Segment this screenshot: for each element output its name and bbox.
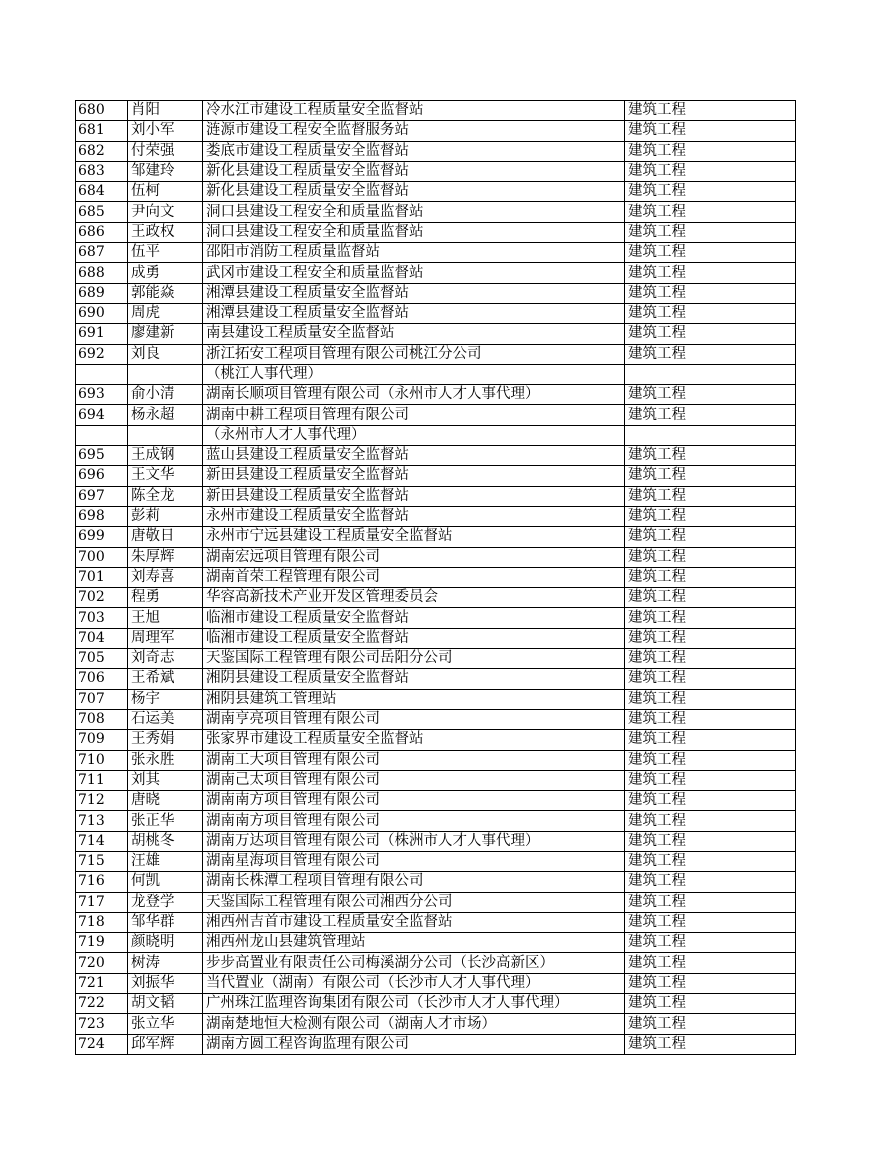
specialty-cell: 建筑工程 xyxy=(625,649,796,669)
table-row xyxy=(76,101,796,121)
work-unit-cell: 湖南万达项目管理有限公司（株洲市人才人事代理） xyxy=(203,831,625,851)
work-unit-cell: 湖南楚地恒大检测有限公司（湖南人才市场） xyxy=(203,1014,625,1034)
person-name-cell: 王成钢 xyxy=(128,446,203,466)
person-name-cell: 汪雄 xyxy=(128,851,203,871)
table-row xyxy=(76,750,796,770)
person-name-cell: 颜晓明 xyxy=(128,933,203,953)
work-unit-cell: 湖南宏远项目管理有限公司 xyxy=(203,547,625,567)
person-name-cell: 肖阳 xyxy=(128,101,203,121)
row-number-cell: 712 xyxy=(76,791,128,811)
specialty-cell: 建筑工程 xyxy=(625,669,796,689)
work-unit-cell: 当代置业（湖南）有限公司（长沙市人才人事代理） xyxy=(203,973,625,993)
person-name-cell: 何凯 xyxy=(128,872,203,892)
specialty-cell xyxy=(625,425,796,445)
row-number-cell: 692 xyxy=(76,344,128,364)
work-unit-cell: 洞口县建设工程安全和质量监督站 xyxy=(203,222,625,242)
work-unit-cell: （永州市人才人事代理） xyxy=(203,425,625,445)
table-row xyxy=(76,872,796,892)
row-number-cell: 705 xyxy=(76,649,128,669)
specialty-cell: 建筑工程 xyxy=(625,689,796,709)
row-number-cell: 723 xyxy=(76,1014,128,1034)
row-number-cell: 707 xyxy=(76,689,128,709)
table-row xyxy=(76,791,796,811)
person-name-cell: 王旭 xyxy=(128,608,203,628)
row-number-cell: 682 xyxy=(76,141,128,161)
specialty-cell: 建筑工程 xyxy=(625,851,796,871)
person-name-cell: 刘奇志 xyxy=(128,649,203,669)
person-name-cell: 郭能焱 xyxy=(128,283,203,303)
specialty-cell: 建筑工程 xyxy=(625,994,796,1014)
work-unit-cell: 湖南南方项目管理有限公司 xyxy=(203,811,625,831)
specialty-cell: 建筑工程 xyxy=(625,161,796,181)
table-row xyxy=(76,303,796,323)
table-row xyxy=(76,121,796,141)
table-row xyxy=(76,364,796,384)
row-number-cell: 693 xyxy=(76,385,128,405)
work-unit-cell: 湖南首荣工程管理有限公司 xyxy=(203,567,625,587)
table-row xyxy=(76,263,796,283)
row-number-cell: 714 xyxy=(76,831,128,851)
person-name-cell: 廖建新 xyxy=(128,324,203,344)
specialty-cell: 建筑工程 xyxy=(625,486,796,506)
row-number-cell: 700 xyxy=(76,547,128,567)
person-name-cell: 树涛 xyxy=(128,953,203,973)
row-number-cell: 696 xyxy=(76,466,128,486)
person-name-cell: 龙登学 xyxy=(128,892,203,912)
row-number-cell: 699 xyxy=(76,527,128,547)
person-name-cell: 刘小军 xyxy=(128,121,203,141)
table-row xyxy=(76,527,796,547)
row-number-cell: 689 xyxy=(76,283,128,303)
row-number-cell: 684 xyxy=(76,182,128,202)
work-unit-cell: 临湘市建设工程质量安全监督站 xyxy=(203,608,625,628)
specialty-cell: 建筑工程 xyxy=(625,1014,796,1034)
person-name-cell: 刘寿喜 xyxy=(128,567,203,587)
work-unit-cell: 张家界市建设工程质量安全监督站 xyxy=(203,730,625,750)
table-row xyxy=(76,628,796,648)
work-unit-cell: 新化县建设工程质量安全监督站 xyxy=(203,161,625,181)
specialty-cell: 建筑工程 xyxy=(625,892,796,912)
specialty-cell: 建筑工程 xyxy=(625,791,796,811)
specialty-cell: 建筑工程 xyxy=(625,303,796,323)
person-name-cell: 王文华 xyxy=(128,466,203,486)
row-number-cell: 697 xyxy=(76,486,128,506)
person-name-cell: 石运美 xyxy=(128,709,203,729)
person-name-cell: 刘其 xyxy=(128,770,203,790)
work-unit-cell: 湘阴县建筑工管理站 xyxy=(203,689,625,709)
row-number-cell: 713 xyxy=(76,811,128,831)
row-number-cell: 708 xyxy=(76,709,128,729)
specialty-cell: 建筑工程 xyxy=(625,101,796,121)
specialty-cell: 建筑工程 xyxy=(625,608,796,628)
table-row xyxy=(76,243,796,263)
table-row xyxy=(76,770,796,790)
row-number-cell: 695 xyxy=(76,446,128,466)
work-unit-cell: 新田县建设工程质量安全监督站 xyxy=(203,466,625,486)
table-row xyxy=(76,1034,796,1054)
table-row xyxy=(76,730,796,750)
person-name-cell: 刘振华 xyxy=(128,973,203,993)
specialty-cell: 建筑工程 xyxy=(625,933,796,953)
work-unit-cell: 武冈市建设工程安全和质量监督站 xyxy=(203,263,625,283)
specialty-cell: 建筑工程 xyxy=(625,283,796,303)
person-name-cell: 胡桃冬 xyxy=(128,831,203,851)
person-name-cell: 唐晓 xyxy=(128,791,203,811)
specialty-cell: 建筑工程 xyxy=(625,243,796,263)
specialty-cell: 建筑工程 xyxy=(625,466,796,486)
work-unit-cell: 湖南方圆工程咨询监理有限公司 xyxy=(203,1034,625,1054)
row-number-cell xyxy=(76,364,128,384)
person-name-cell: 周理军 xyxy=(128,628,203,648)
work-unit-cell: 洞口县建设工程安全和质量监督站 xyxy=(203,202,625,222)
table-row xyxy=(76,588,796,608)
specialty-cell: 建筑工程 xyxy=(625,222,796,242)
table-row xyxy=(76,689,796,709)
specialty-cell: 建筑工程 xyxy=(625,405,796,425)
row-number-cell: 719 xyxy=(76,933,128,953)
row-number-cell: 706 xyxy=(76,669,128,689)
row-number-cell: 680 xyxy=(76,101,128,121)
row-number-cell: 720 xyxy=(76,953,128,973)
work-unit-cell: 湘阴县建设工程质量安全监督站 xyxy=(203,669,625,689)
row-number-cell: 681 xyxy=(76,121,128,141)
work-unit-cell: 湖南工大项目管理有限公司 xyxy=(203,750,625,770)
row-number-cell: 686 xyxy=(76,222,128,242)
work-unit-cell: 湖南长顺项目管理有限公司（永州市人才人事代理） xyxy=(203,385,625,405)
work-unit-cell: 湘西州吉首市建设工程质量安全监督站 xyxy=(203,912,625,932)
person-name-cell: 胡文韬 xyxy=(128,994,203,1014)
person-name-cell: 陈全龙 xyxy=(128,486,203,506)
specialty-cell: 建筑工程 xyxy=(625,730,796,750)
table-row xyxy=(76,283,796,303)
person-name-cell: 张立华 xyxy=(128,1014,203,1034)
work-unit-cell: （桃江人事代理） xyxy=(203,364,625,384)
row-number-cell: 687 xyxy=(76,243,128,263)
specialty-cell: 建筑工程 xyxy=(625,973,796,993)
person-name-cell: 刘良 xyxy=(128,344,203,364)
row-number-cell: 716 xyxy=(76,872,128,892)
person-name-cell: 伍柯 xyxy=(128,182,203,202)
row-number-cell: 688 xyxy=(76,263,128,283)
work-unit-cell: 新田县建设工程质量安全监督站 xyxy=(203,486,625,506)
table-row xyxy=(76,547,796,567)
person-name-cell: 张正华 xyxy=(128,811,203,831)
work-unit-cell: 冷水江市建设工程质量安全监督站 xyxy=(203,101,625,121)
work-unit-cell: 华容高新技术产业开发区管理委员会 xyxy=(203,588,625,608)
specialty-cell: 建筑工程 xyxy=(625,446,796,466)
table-row xyxy=(76,486,796,506)
work-unit-cell: 湖南亨亮项目管理有限公司 xyxy=(203,709,625,729)
row-number-cell: 711 xyxy=(76,770,128,790)
table-row xyxy=(76,892,796,912)
table-row xyxy=(76,222,796,242)
person-name-cell: 邱军辉 xyxy=(128,1034,203,1054)
specialty-cell: 建筑工程 xyxy=(625,527,796,547)
row-number-cell: 717 xyxy=(76,892,128,912)
row-number-cell: 724 xyxy=(76,1034,128,1054)
work-unit-cell: 临湘市建设工程质量安全监督站 xyxy=(203,628,625,648)
specialty-cell: 建筑工程 xyxy=(625,709,796,729)
table-row xyxy=(76,405,796,425)
specialty-cell: 建筑工程 xyxy=(625,872,796,892)
row-number-cell: 718 xyxy=(76,912,128,932)
specialty-cell: 建筑工程 xyxy=(625,182,796,202)
work-unit-cell: 湘潭县建设工程质量安全监督站 xyxy=(203,303,625,323)
person-name-cell: 王政权 xyxy=(128,222,203,242)
work-unit-cell: 湖南己太项目管理有限公司 xyxy=(203,770,625,790)
specialty-cell: 建筑工程 xyxy=(625,506,796,526)
row-number-cell: 685 xyxy=(76,202,128,222)
work-unit-cell: 永州市宁远县建设工程质量安全监督站 xyxy=(203,527,625,547)
work-unit-cell: 蓝山县建设工程质量安全监督站 xyxy=(203,446,625,466)
table-row xyxy=(76,324,796,344)
person-name-cell: 张永胜 xyxy=(128,750,203,770)
work-unit-cell: 湘潭县建设工程质量安全监督站 xyxy=(203,283,625,303)
table-row xyxy=(76,851,796,871)
person-name-cell: 伍平 xyxy=(128,243,203,263)
row-number-cell: 694 xyxy=(76,405,128,425)
specialty-cell: 建筑工程 xyxy=(625,1034,796,1054)
person-name-cell: 王秀娟 xyxy=(128,730,203,750)
table-row xyxy=(76,649,796,669)
person-name-cell: 周虎 xyxy=(128,303,203,323)
work-unit-cell: 天鉴国际工程管理有限公司岳阳分公司 xyxy=(203,649,625,669)
specialty-cell: 建筑工程 xyxy=(625,750,796,770)
row-number-cell: 709 xyxy=(76,730,128,750)
person-name-cell: 程勇 xyxy=(128,588,203,608)
specialty-cell: 建筑工程 xyxy=(625,202,796,222)
work-unit-cell: 湘西州龙山县建筑管理站 xyxy=(203,933,625,953)
person-name-cell: 成勇 xyxy=(128,263,203,283)
work-unit-cell: 湖南中耕工程项目管理有限公司 xyxy=(203,405,625,425)
table-row xyxy=(76,506,796,526)
specialty-cell xyxy=(625,364,796,384)
row-number-cell: 702 xyxy=(76,588,128,608)
person-name-cell: 朱厚辉 xyxy=(128,547,203,567)
row-number-cell: 690 xyxy=(76,303,128,323)
row-number-cell: 703 xyxy=(76,608,128,628)
table-row xyxy=(76,344,796,364)
work-unit-cell: 新化县建设工程质量安全监督站 xyxy=(203,182,625,202)
table-row xyxy=(76,973,796,993)
table-row xyxy=(76,608,796,628)
specialty-cell: 建筑工程 xyxy=(625,385,796,405)
specialty-cell: 建筑工程 xyxy=(625,628,796,648)
table-row xyxy=(76,161,796,181)
row-number-cell: 698 xyxy=(76,506,128,526)
person-name-cell: 邹华群 xyxy=(128,912,203,932)
work-unit-cell: 娄底市建设工程质量安全监督站 xyxy=(203,141,625,161)
person-name-cell: 杨宇 xyxy=(128,689,203,709)
work-unit-cell: 广州珠江监理咨询集团有限公司（长沙市人才人事代理） xyxy=(203,994,625,1014)
table-row xyxy=(76,385,796,405)
row-number-cell: 701 xyxy=(76,567,128,587)
table-row xyxy=(76,953,796,973)
specialty-cell: 建筑工程 xyxy=(625,588,796,608)
person-name-cell xyxy=(128,364,203,384)
person-name-cell: 彭莉 xyxy=(128,506,203,526)
person-name-cell: 邹建玲 xyxy=(128,161,203,181)
table-row xyxy=(76,141,796,161)
table-row xyxy=(76,933,796,953)
table-row xyxy=(76,466,796,486)
specialty-cell: 建筑工程 xyxy=(625,324,796,344)
work-unit-cell: 邵阳市消防工程质量监督站 xyxy=(203,243,625,263)
table-row xyxy=(76,1014,796,1034)
specialty-cell: 建筑工程 xyxy=(625,263,796,283)
roster-table xyxy=(75,100,796,1055)
work-unit-cell: 湖南星海项目管理有限公司 xyxy=(203,851,625,871)
table-row xyxy=(76,446,796,466)
specialty-cell: 建筑工程 xyxy=(625,344,796,364)
table-row xyxy=(76,182,796,202)
person-name-cell: 俞小清 xyxy=(128,385,203,405)
table-row xyxy=(76,831,796,851)
specialty-cell: 建筑工程 xyxy=(625,141,796,161)
specialty-cell: 建筑工程 xyxy=(625,831,796,851)
table-row xyxy=(76,811,796,831)
row-number-cell: 715 xyxy=(76,851,128,871)
specialty-cell: 建筑工程 xyxy=(625,953,796,973)
work-unit-cell: 天鉴国际工程管理有限公司湘西分公司 xyxy=(203,892,625,912)
specialty-cell: 建筑工程 xyxy=(625,567,796,587)
row-number-cell: 710 xyxy=(76,750,128,770)
specialty-cell: 建筑工程 xyxy=(625,811,796,831)
person-name-cell: 王希斌 xyxy=(128,669,203,689)
specialty-cell: 建筑工程 xyxy=(625,547,796,567)
table-row xyxy=(76,425,796,445)
roster-table-body xyxy=(76,101,796,1055)
row-number-cell: 683 xyxy=(76,161,128,181)
person-name-cell: 唐敬日 xyxy=(128,527,203,547)
row-number-cell: 721 xyxy=(76,973,128,993)
work-unit-cell: 浙江拓安工程项目管理有限公司桃江分公司 xyxy=(203,344,625,364)
table-row xyxy=(76,709,796,729)
row-number-cell: 691 xyxy=(76,324,128,344)
work-unit-cell: 永州市建设工程质量安全监督站 xyxy=(203,506,625,526)
work-unit-cell: 南县建设工程质量安全监督站 xyxy=(203,324,625,344)
table-row xyxy=(76,567,796,587)
person-name-cell: 尹向文 xyxy=(128,202,203,222)
table-row xyxy=(76,669,796,689)
person-name-cell: 付荣强 xyxy=(128,141,203,161)
person-name-cell xyxy=(128,425,203,445)
work-unit-cell: 湖南南方项目管理有限公司 xyxy=(203,791,625,811)
row-number-cell: 704 xyxy=(76,628,128,648)
row-number-cell: 722 xyxy=(76,994,128,1014)
table-row xyxy=(76,994,796,1014)
row-number-cell xyxy=(76,425,128,445)
specialty-cell: 建筑工程 xyxy=(625,912,796,932)
work-unit-cell: 步步高置业有限责任公司梅溪湖分公司（长沙高新区） xyxy=(203,953,625,973)
person-name-cell: 杨永超 xyxy=(128,405,203,425)
table-row xyxy=(76,912,796,932)
table-row xyxy=(76,202,796,222)
work-unit-cell: 湖南长株潭工程项目管理有限公司 xyxy=(203,872,625,892)
specialty-cell: 建筑工程 xyxy=(625,121,796,141)
specialty-cell: 建筑工程 xyxy=(625,770,796,790)
work-unit-cell: 涟源市建设工程安全监督服务站 xyxy=(203,121,625,141)
